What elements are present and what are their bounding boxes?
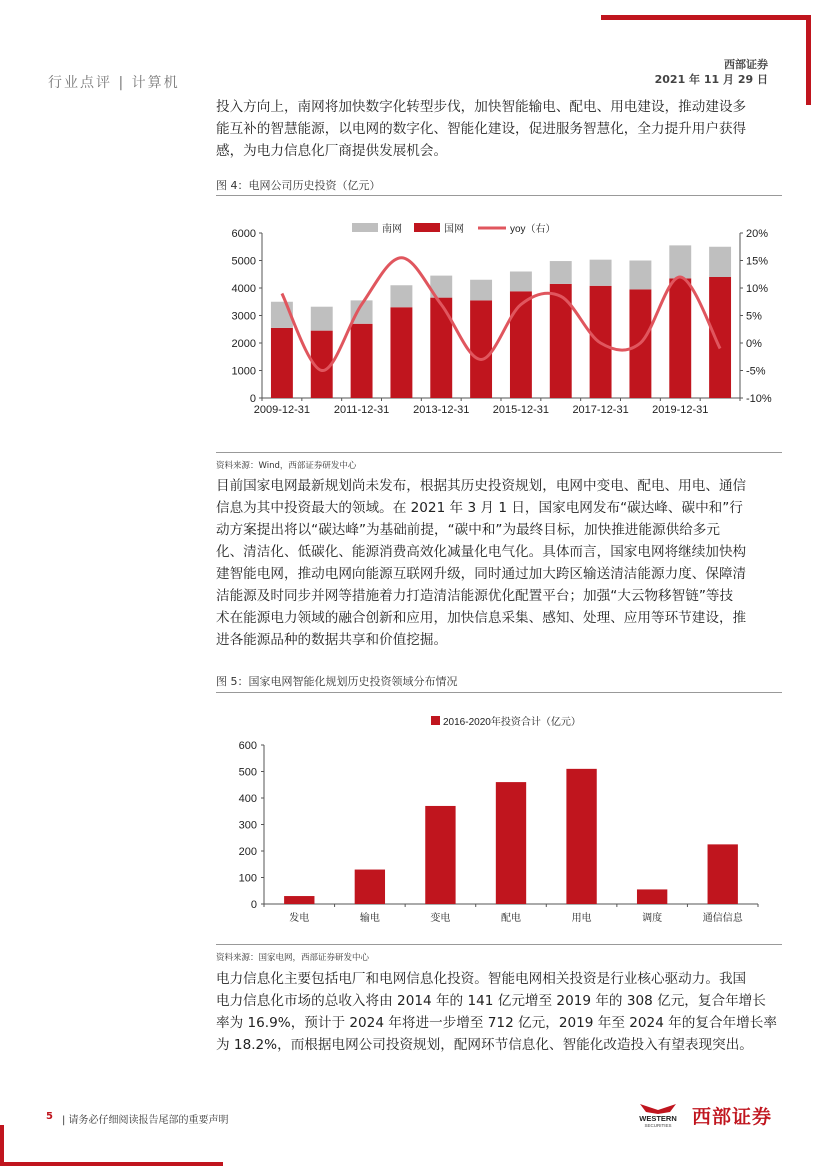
paragraph-line: 目前国家电网最新规划尚未发布，根据其历史投资规划，电网中变电、配电、用电、通信	[216, 478, 747, 494]
bar-guowang	[271, 328, 293, 398]
bar-guowang	[669, 278, 691, 398]
x-tick-label: 通信信息	[702, 913, 743, 924]
chart-bars	[271, 245, 731, 398]
figure-5-source: 资料来源：国家电网，西部证券研发中心	[216, 953, 370, 963]
figure-4-top-rule	[216, 195, 782, 196]
bar	[637, 889, 667, 904]
x-tick-label: 配电	[501, 913, 521, 924]
y-tick-label: 600	[238, 740, 257, 752]
chart-line	[282, 258, 720, 371]
paragraph-3	[216, 968, 782, 1056]
paragraph-line: 术在能源电力领域的融合创新和应用，加快信息采集、感知、处理、应用等环节建设，推	[216, 610, 747, 626]
bar-nanwang	[709, 247, 731, 277]
bar-nanwang	[629, 261, 651, 290]
bar-guowang	[430, 298, 452, 398]
bar-nanwang	[590, 260, 612, 286]
y2-tick-label: 15%	[746, 255, 769, 268]
logo-subtext: SECURITIES	[644, 1123, 672, 1128]
chart-legend	[431, 715, 581, 728]
y2-tick-label: 20%	[746, 228, 769, 240]
y2-tick-label: -5%	[746, 365, 766, 378]
y-tick-label: 400	[238, 793, 257, 805]
figure-5-chart	[216, 705, 782, 930]
paragraph-line: 率为 16.9%，预计于 2024 年将进一步增至 712 亿元，2019 年至 2024 年的复合年增长率	[216, 1015, 777, 1031]
y-tick-label: 1000	[231, 365, 256, 378]
bar	[284, 896, 314, 904]
x-tick-label: 2019-12-31	[652, 404, 709, 416]
footer-disclaimer: | 请务必仔细阅读报告尾部的重要声明	[62, 1115, 229, 1126]
legend-swatch-guowang	[414, 223, 440, 232]
bar-guowang	[390, 307, 412, 398]
yoy-line	[282, 258, 720, 371]
bar-nanwang	[550, 261, 572, 284]
legend-label-yoy: yoy（右）	[510, 224, 556, 235]
footer-accent-bar	[0, 1162, 223, 1166]
bar	[708, 844, 738, 904]
bar-guowang	[709, 277, 731, 398]
x-tick-label: 输电	[359, 913, 380, 924]
x-tick-label: 2017-12-31	[572, 404, 629, 416]
x-tick-label: 2013-12-31	[413, 404, 470, 416]
header-accent-bar	[601, 15, 811, 20]
bar-nanwang	[510, 272, 532, 292]
paragraph-line: 动方案提出将以“碳达峰”为基础前提，“碳中和”为最终目标，加快推进能源供给多元	[216, 522, 720, 538]
figure-5-bottom-rule	[216, 944, 782, 945]
paragraph-line: 进各能源品种的数据共享和价值挖掘。	[216, 632, 448, 648]
y-tick-label: 0	[249, 393, 256, 405]
y-tick-label: 200	[238, 846, 257, 858]
bar	[496, 782, 526, 904]
paragraph-2	[216, 475, 782, 651]
figure-5-top-rule	[216, 692, 782, 693]
y2-tick-label: -10%	[746, 393, 772, 405]
x-tick-label: 发电	[289, 913, 310, 924]
bar	[355, 870, 385, 904]
x-tick-label: 调度	[642, 913, 663, 924]
figure-4-bottom-rule	[216, 452, 782, 453]
y-tick-label: 500	[238, 766, 257, 779]
y-tick-label: 6000	[231, 228, 256, 240]
chart-bars	[284, 769, 738, 904]
logo-text: WESTERN	[639, 1114, 677, 1123]
y2-tick-label: 10%	[746, 283, 769, 295]
x-tick-label: 2015-12-31	[492, 404, 550, 416]
y2-tick-label: 5%	[746, 310, 762, 323]
figure-5-title: 图 5：国家电网智能化规划历史投资领域分布情况	[216, 675, 458, 688]
paragraph-line: 为 18.2%，而根据电网公司投资规划，配网环节信息化、智能化改造投入有望表现突出。	[216, 1037, 753, 1053]
y-tick-label: 0	[250, 899, 257, 911]
legend-label-nanwang: 南网	[382, 224, 402, 235]
paragraph-line: 信息为其中投资最大的领域。在 2021 年 3 月 1 日，国家电网发布“碳达峰、碳中和”行	[216, 500, 743, 516]
header-company: 西部证券	[724, 58, 768, 71]
figure-4-chart	[216, 205, 782, 427]
footer-accent-vertical	[0, 1125, 4, 1166]
y-tick-label: 300	[238, 819, 257, 832]
y-tick-label: 4000	[231, 283, 256, 295]
paragraph-line: 洁能源及时同步并网等措施着力打造清洁能源优化配置平台；加强“大云物移智链”等技	[216, 588, 734, 604]
paragraph-line: 化、清洁化、低碳化、能源消费高效化减量化电气化。具体而言，国家电网将继续加快构	[216, 544, 747, 560]
figure-4-title: 图 4：电网公司历史投资（亿元）	[216, 179, 381, 192]
legend-swatch-nanwang	[352, 223, 378, 232]
x-tick-label: 2011-12-31	[333, 404, 390, 416]
bar-guowang	[470, 300, 492, 398]
bar-guowang	[351, 324, 373, 398]
y2-tick-label: 0%	[746, 338, 762, 350]
paragraph-1	[216, 96, 782, 162]
legend-swatch	[431, 716, 440, 725]
bar-nanwang	[470, 280, 492, 301]
brand-logo-text: 西部证券	[692, 1106, 773, 1128]
legend-label: 2016-2020年投资合计（亿元）	[443, 717, 581, 728]
paragraph-line: 建智能电网，推动电网向能源互联网升级，同时通过加大跨区输送清洁能源力度、保障清	[216, 566, 747, 582]
paragraph-line: 电力信息化主要包括电厂和电网信息化投资。智能电网相关投资是行业核心驱动力。我国	[216, 971, 747, 987]
y-tick-label: 5000	[231, 255, 256, 268]
paragraph-line: 投入方向上，南网将加快数字化转型步伐，加快智能输电、配电、用电建设，推动建设多	[216, 99, 747, 115]
paragraph-line: 电力信息化市场的总收入将由 2014 年的 141 亿元增至 2019 年的 308 亿元，复合年增长	[216, 993, 766, 1009]
x-tick-label: 用电	[571, 913, 592, 924]
bar	[425, 806, 455, 904]
western-logo-icon	[628, 1100, 688, 1128]
legend-label-guowang: 国网	[444, 224, 464, 235]
bar-guowang	[510, 291, 532, 398]
bar-nanwang	[390, 285, 412, 307]
bar-nanwang	[311, 307, 333, 331]
header-date: 2021 年 11 月 29 日	[654, 73, 768, 86]
paragraph-line: 感，为电力信息化厂商提供发展机会。	[216, 143, 448, 159]
chart-legend	[352, 222, 556, 235]
y-tick-label: 100	[238, 872, 257, 885]
footer-page-number: 5	[46, 1111, 53, 1122]
figure-4-source: 资料来源：Wind，西部证券研发中心	[216, 461, 357, 471]
header-accent-vertical	[806, 15, 811, 105]
x-tick-label: 2009-12-31	[253, 404, 311, 416]
paragraph-line: 能互补的智慧能源，以电网的数字化、智能化建设，促进服务智慧化，全力提升用户获得	[216, 121, 747, 137]
y-tick-label: 3000	[231, 310, 256, 323]
bar	[566, 769, 596, 904]
x-tick-label: 变电	[430, 913, 451, 924]
bar-nanwang	[669, 245, 691, 278]
header-section: 行业点评 | 计算机	[48, 75, 180, 91]
y-tick-label: 2000	[231, 338, 256, 350]
